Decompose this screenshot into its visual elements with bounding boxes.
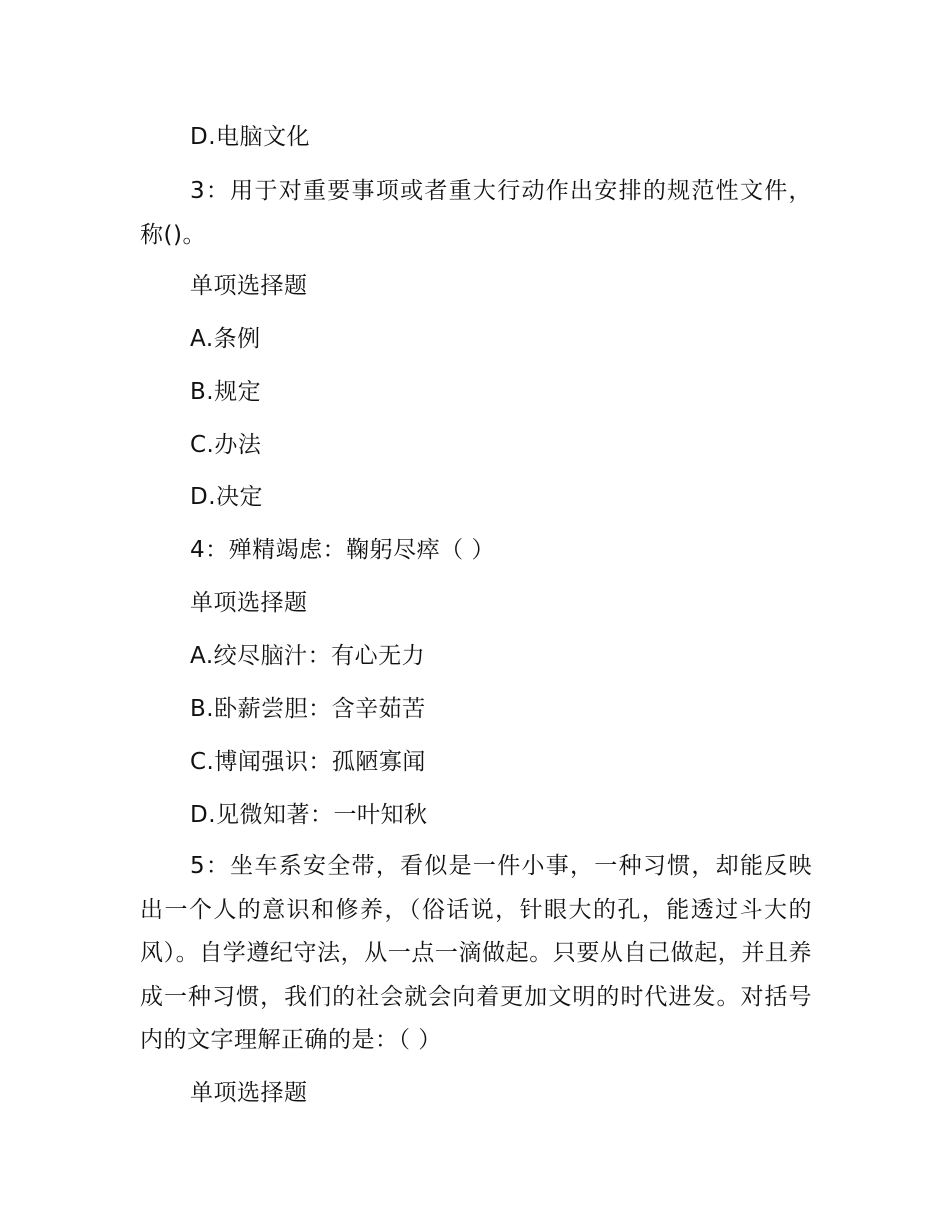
- q4-option-a: A.绞尽脑汁：有心无力: [190, 643, 426, 669]
- q3-option-c: C.办法: [190, 432, 262, 458]
- q4-question-type: 单项选择题: [190, 590, 308, 616]
- q3-option-b: B.规定: [190, 379, 262, 405]
- q4-stem: 4：殚精竭虑：鞠躬尽瘁（ ）: [190, 537, 495, 563]
- q2-option-d: D.电脑文化: [190, 124, 311, 150]
- q4-option-d: D.见微知著：一叶知秋: [190, 802, 428, 828]
- q3-option-d: D.决定: [190, 484, 264, 510]
- q3-stem: 3：用于对重要事项或者重大行动作出安排的规范性文件，称()。: [140, 178, 812, 248]
- q5-stem: 5：坐车系安全带，看似是一件小事，一种习惯，却能反映出一个人的意识和修养，（俗话说，针眼大的孔，能透过斗大的风）。自学遵纪守法，从一点一滴做起。只要从自己做起，并且养成一种习惯，我们的社会就会向着更加文明的时代进发。对括号内的文字理解正确的是：（ ）: [140, 853, 812, 1053]
- q4-option-b: B.卧薪尝胆：含辛茹苦: [190, 696, 426, 722]
- q3-question-type: 单项选择题: [190, 273, 308, 299]
- q4-option-c: C.博闻强识：孤陋寡闻: [190, 749, 426, 775]
- q3-option-a: A.条例: [190, 326, 261, 352]
- q5-question-type: 单项选择题: [190, 1080, 308, 1106]
